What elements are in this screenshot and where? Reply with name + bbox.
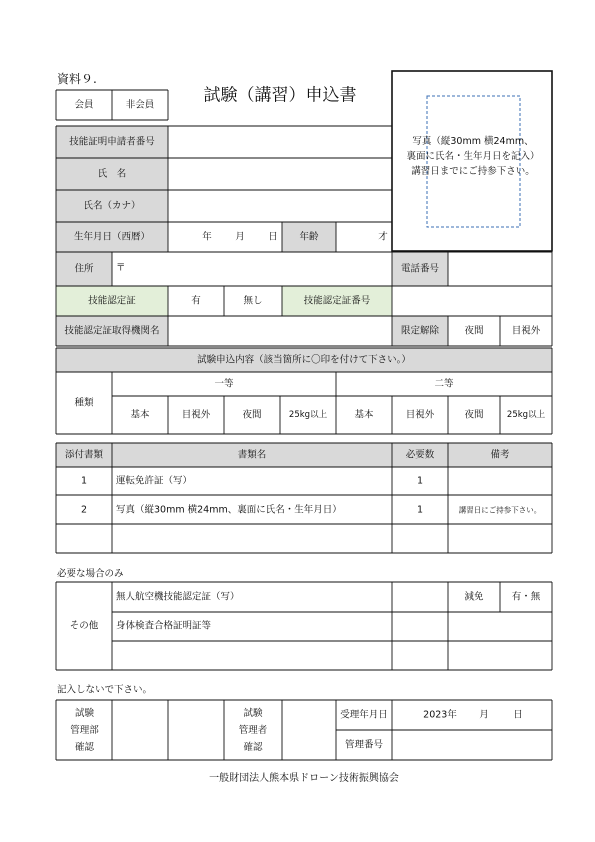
exam-option-first-basic[interactable]: 基本 bbox=[130, 409, 150, 421]
photo-line-3: 講習日までにご持参下さい。 bbox=[411, 166, 535, 177]
skill-cert-label: 技能認定証 bbox=[88, 295, 136, 307]
postal-mark: 〒 bbox=[116, 262, 126, 274]
optional-item-drone-cert: 無人航空機技能認定証（写） bbox=[116, 591, 240, 603]
document-title: 試験（講習）申込書 bbox=[203, 85, 357, 106]
exam-option-second-25kg[interactable]: 25kg以上 bbox=[506, 409, 546, 420]
second-class-label: 二等 bbox=[434, 378, 454, 390]
exam-option-second-beyond-sight[interactable]: 目視外 bbox=[405, 409, 435, 421]
received-date-label: 受理年月日 bbox=[340, 709, 388, 721]
optional-caption: 必要な場合のみ bbox=[57, 568, 124, 580]
first-class-label: 一等 bbox=[214, 378, 234, 390]
quantity-header: 必要数 bbox=[405, 449, 435, 461]
attachment-row-1-qty: 1 bbox=[416, 475, 424, 487]
cert-number-label: 技能証明申請者番号 bbox=[69, 136, 155, 148]
exam-option-first-beyond-sight[interactable]: 目視外 bbox=[181, 409, 211, 421]
exam-header: 試験申込内容（該当箇所に〇印を付けて下さい。） bbox=[197, 354, 411, 366]
document-reference: 資料９. bbox=[57, 72, 97, 86]
document-name-header: 書類名 bbox=[237, 449, 267, 461]
exemption-choice[interactable]: 有・無 bbox=[511, 591, 541, 603]
kana-field[interactable] bbox=[169, 191, 391, 221]
footer-organization: 一般財団法人熊本県ドローン技術振興協会 bbox=[209, 773, 399, 784]
phone-label: 電話番号 bbox=[400, 263, 440, 275]
limit-night-option[interactable]: 夜間 bbox=[464, 325, 484, 337]
exam-option-second-basic[interactable]: 基本 bbox=[354, 409, 374, 421]
received-day-unit: 日 bbox=[513, 709, 523, 721]
attachment-row-2-name: 写真（縦30mm 横24mm、裏面に氏名・生年月日） bbox=[116, 504, 342, 516]
photo-instructions bbox=[395, 134, 551, 179]
dob-label: 生年月日（西暦） bbox=[73, 231, 151, 243]
name-field[interactable] bbox=[169, 159, 391, 189]
other-label: その他 bbox=[69, 620, 99, 632]
received-year: 2023年 bbox=[423, 709, 457, 721]
attachment-row-1-name: 運転免許証（写） bbox=[116, 475, 193, 487]
limit-beyond-sight-option[interactable]: 目視外 bbox=[511, 325, 541, 337]
photo-line-1: 写真（縦30mm 横24mm、 bbox=[412, 136, 534, 147]
dob-month-unit: 月 bbox=[235, 231, 245, 243]
notes-header: 備考 bbox=[490, 449, 510, 461]
age-unit: 才 bbox=[378, 231, 388, 243]
dob-year-unit: 年 bbox=[202, 231, 212, 243]
cert-org-label: 技能認定証取得機関名 bbox=[64, 325, 160, 337]
office-caption: 記入しないで下さい。 bbox=[57, 684, 153, 696]
mgmt-manager-check-label: 試験 管理者 確認 bbox=[238, 708, 268, 753]
dob-day-unit: 日 bbox=[268, 231, 278, 243]
skill-cert-none-option[interactable]: 無し bbox=[243, 295, 263, 307]
management-number-label: 管理番号 bbox=[344, 739, 384, 751]
kana-label: 氏名（カナ） bbox=[83, 200, 141, 212]
attachment-row-1-no: 1 bbox=[80, 475, 88, 487]
name-label: 氏 名 bbox=[97, 168, 127, 180]
attachment-row-2-no: 2 bbox=[80, 504, 88, 516]
exam-option-second-night[interactable]: 夜間 bbox=[464, 409, 484, 421]
limit-removal-label: 限定解除 bbox=[400, 325, 440, 337]
optional-item-medical-cert: 身体検査合格証明証等 bbox=[116, 620, 212, 632]
attachments-header: 添付書類 bbox=[64, 449, 104, 461]
skill-cert-number-label: 技能認定証番号 bbox=[303, 295, 371, 307]
nonmember-option[interactable]: 非会員 bbox=[125, 99, 155, 111]
exam-option-first-night[interactable]: 夜間 bbox=[242, 409, 262, 421]
exam-option-first-25kg[interactable]: 25kg以上 bbox=[288, 409, 328, 420]
member-option[interactable]: 会員 bbox=[74, 99, 94, 111]
mgmt-dept-check-label: 試験 管理部 確認 bbox=[70, 708, 99, 753]
photo-line-2: 裏面に氏名・生年月日を記入） bbox=[406, 151, 540, 162]
received-month-unit: 月 bbox=[479, 709, 489, 721]
exemption-label: 減免 bbox=[464, 591, 484, 603]
skill-cert-has-option[interactable]: 有 bbox=[191, 295, 201, 307]
attachment-row-2-qty: 1 bbox=[416, 504, 424, 516]
cert-number-field[interactable] bbox=[169, 127, 391, 157]
exam-type-label: 種類 bbox=[74, 397, 94, 409]
address-label: 住所 bbox=[74, 263, 94, 275]
attachment-row-2-note: 講習日にご持参下さい。 bbox=[458, 505, 542, 515]
age-label: 年齢 bbox=[299, 231, 319, 243]
